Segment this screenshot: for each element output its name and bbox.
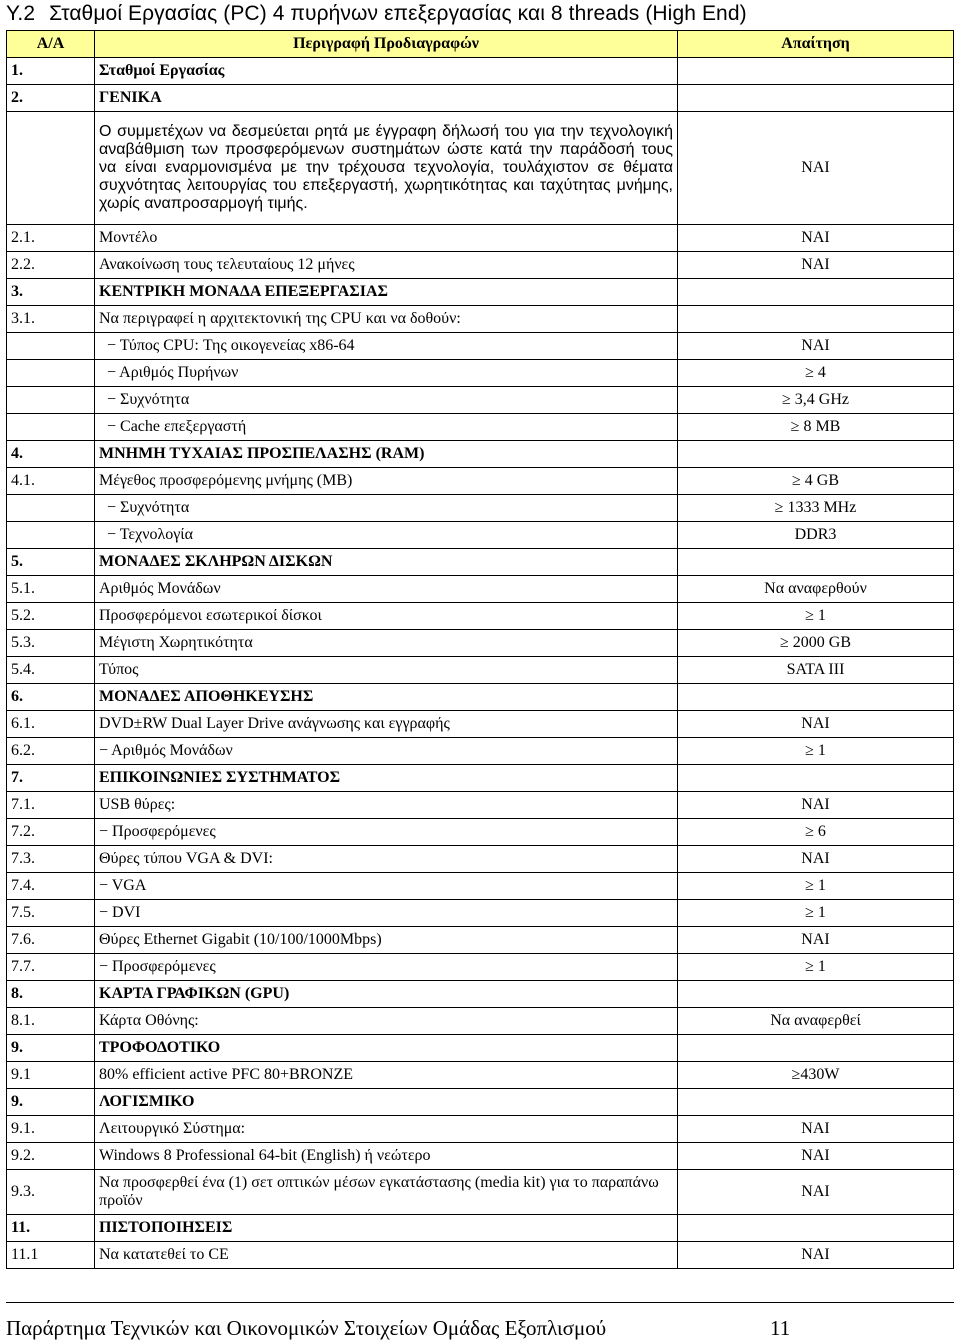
row-number: 7.6. [7, 927, 95, 954]
table-row [7, 981, 954, 1008]
row-description: Μοντέλο [95, 225, 678, 252]
footer-divider [6, 1302, 954, 1303]
row-description: − Αριθμός Μονάδων [95, 738, 678, 765]
table-row [7, 873, 954, 900]
row-number: 9.1. [7, 1116, 95, 1143]
table-row [7, 1089, 954, 1116]
table-row [7, 279, 954, 306]
row-number: 9. [7, 1089, 95, 1116]
row-description: Θύρες Ethernet Gigabit (10/100/1000Mbps) [95, 927, 678, 954]
row-description: − Τεχνολογία [95, 522, 678, 549]
row-description: ΠΙΣΤΟΠΟΙΗΣΕΙΣ [95, 1215, 678, 1242]
row-description: Θύρες τύπου VGA & DVI: [95, 846, 678, 873]
row-requirement [678, 1089, 954, 1116]
row-requirement: ΝΑΙ [678, 1116, 954, 1143]
row-number: 9.2. [7, 1143, 95, 1170]
row-description: Ο συμμετέχων να δεσμεύεται ρητά με έγγραφη δήλωσή του για την τεχνολογική αναβάθμιση των προσφερόμενων συστημάτων ώστε κατά την παράδοσή τους να είναι εναρμονισμένα με την τρέχουσα τεχνολογία, τουλάχιστον σε θέματα συχνότητας λειτουργίας του επεξεργαστή, χωρητικότητας και ταχύτητας μνήμης, χωρίς αναπροσαρμογή τιμής. [95, 112, 678, 225]
header-aa: Α/Α [7, 31, 95, 58]
row-requirement [678, 85, 954, 112]
row-number: 5. [7, 549, 95, 576]
row-description: ΜΝΗΜΗ ΤΥΧΑΙΑΣ ΠΡΟΣΠΕΛΑΣΗΣ (RAM) [95, 441, 678, 468]
row-requirement [678, 441, 954, 468]
row-description: USB θύρες: [95, 792, 678, 819]
row-requirement [678, 1035, 954, 1062]
row-description: ΚΑΡΤΑ ΓΡΑΦΙΚΩΝ (GPU) [95, 981, 678, 1008]
row-requirement [678, 684, 954, 711]
row-requirement: Να αναφερθεί [678, 1008, 954, 1035]
row-description: − Cache επεξεργαστή [95, 414, 678, 441]
row-number: 7. [7, 765, 95, 792]
row-requirement: DDR3 [678, 522, 954, 549]
row-requirement: ΝΑΙ [678, 1143, 954, 1170]
row-requirement [678, 765, 954, 792]
row-requirement: ΝΑΙ [678, 711, 954, 738]
table-row [7, 441, 954, 468]
row-number: 5.2. [7, 603, 95, 630]
table-body [7, 58, 954, 1269]
row-number [7, 387, 95, 414]
row-number: 4. [7, 441, 95, 468]
row-description: DVD±RW Dual Layer Drive ανάγνωσης και εγγραφής [95, 711, 678, 738]
row-description: Μέγεθος προσφερόμενης μνήμης (MB) [95, 468, 678, 495]
row-number: 6.1. [7, 711, 95, 738]
row-requirement: ≥ 3,4 GHz [678, 387, 954, 414]
row-number: 7.5. [7, 900, 95, 927]
table-row [7, 387, 954, 414]
row-requirement: ≥ 4 GB [678, 468, 954, 495]
row-number: 7.3. [7, 846, 95, 873]
table-row [7, 576, 954, 603]
row-description: Να κατατεθεί το CE [95, 1242, 678, 1269]
row-requirement: SATA III [678, 657, 954, 684]
header-description: Περιγραφή Προδιαγραφών [95, 31, 678, 58]
row-description: Τύπος [95, 657, 678, 684]
row-number: 9.3. [7, 1170, 95, 1215]
row-requirement: ΝΑΙ [678, 252, 954, 279]
table-row [7, 333, 954, 360]
row-requirement: ≥ 1 [678, 900, 954, 927]
row-description: − Συχνότητα [95, 495, 678, 522]
row-description: Κάρτα Οθόνης: [95, 1008, 678, 1035]
table-row [7, 1170, 954, 1215]
row-number: 4.1. [7, 468, 95, 495]
row-requirement: ≥ 8 MB [678, 414, 954, 441]
row-description: − VGA [95, 873, 678, 900]
table-row [7, 1062, 954, 1089]
row-number [7, 333, 95, 360]
row-description: − DVI [95, 900, 678, 927]
table-row [7, 684, 954, 711]
row-description: Σταθμοί Εργασίας [95, 58, 678, 85]
row-number [7, 495, 95, 522]
row-requirement: ΝΑΙ [678, 1170, 954, 1215]
row-description: Μέγιστη Χωρητικότητα [95, 630, 678, 657]
row-requirement: ≥ 2000 GB [678, 630, 954, 657]
table-row [7, 846, 954, 873]
row-requirement [678, 58, 954, 85]
row-requirement: ≥ 1 [678, 738, 954, 765]
row-number: 9. [7, 1035, 95, 1062]
row-requirement [678, 981, 954, 1008]
row-description: ΤΡΟΦΟΔΟΤΙΚΟ [95, 1035, 678, 1062]
table-row [7, 819, 954, 846]
row-number: 8.1. [7, 1008, 95, 1035]
row-number: 1. [7, 58, 95, 85]
row-number: 8. [7, 981, 95, 1008]
row-requirement: ΝΑΙ [678, 792, 954, 819]
table-row [7, 711, 954, 738]
table-row [7, 1035, 954, 1062]
section-number: Υ.2 [6, 2, 36, 25]
header-requirement: Απαίτηση [678, 31, 954, 58]
row-number: 7.2. [7, 819, 95, 846]
table-row [7, 1143, 954, 1170]
table-row [7, 603, 954, 630]
row-number [7, 112, 95, 225]
row-description: ΕΠΙΚΟΙΝΩΝΙΕΣ ΣΥΣΤΗΜΑΤΟΣ [95, 765, 678, 792]
table-row [7, 414, 954, 441]
row-description: − Προσφερόμενες [95, 819, 678, 846]
row-description: ΚΕΝΤΡΙΚΗ ΜΟΝΑΔΑ ΕΠΕΞΕΡΓΑΣΙΑΣ [95, 279, 678, 306]
row-number: 3. [7, 279, 95, 306]
row-description: ΛΟΓΙΣΜΙΚΟ [95, 1089, 678, 1116]
footer-text: Παράρτημα Τεχνικών και Οικονομικών Στοιχείων Ομάδας Εξοπλισμού [6, 1316, 607, 1340]
page-title [6, 2, 747, 26]
row-requirement: ≥ 1 [678, 603, 954, 630]
table-row [7, 549, 954, 576]
row-number: 2.2. [7, 252, 95, 279]
row-description: − Τύπος CPU: Της οικογενείας x86-64 [95, 333, 678, 360]
row-number: 5.3. [7, 630, 95, 657]
table-row [7, 360, 954, 387]
table-row [7, 1116, 954, 1143]
row-requirement: ≥430W [678, 1062, 954, 1089]
row-number: 3.1. [7, 306, 95, 333]
row-requirement: ΝΑΙ [678, 333, 954, 360]
row-number: 5.1. [7, 576, 95, 603]
row-number: 7.1. [7, 792, 95, 819]
row-requirement: ≥ 1 [678, 873, 954, 900]
table-row [7, 1008, 954, 1035]
row-description: − Αριθμός Πυρήνων [95, 360, 678, 387]
row-description: Ανακοίνωση τους τελευταίους 12 μήνες [95, 252, 678, 279]
row-description: ΓΕΝΙΚΑ [95, 85, 678, 112]
row-description: ΜΟΝΑΔΕΣ ΣΚΛΗΡΩΝ ΔΙΣΚΩΝ [95, 549, 678, 576]
row-requirement: Να αναφερθούν [678, 576, 954, 603]
table-row [7, 252, 954, 279]
row-number: 11.1 [7, 1242, 95, 1269]
row-number [7, 522, 95, 549]
table-row [7, 495, 954, 522]
table-row [7, 900, 954, 927]
spec-table [6, 30, 954, 1269]
table-row [7, 522, 954, 549]
row-description: Προσφερόμενοι εσωτερικοί δίσκοι [95, 603, 678, 630]
table-row [7, 225, 954, 252]
table-row [7, 765, 954, 792]
table-row [7, 657, 954, 684]
table-row [7, 58, 954, 85]
row-number: 9.1 [7, 1062, 95, 1089]
table-row [7, 1242, 954, 1269]
row-description: 80% efficient active PFC 80+BRONZE [95, 1062, 678, 1089]
row-requirement: ≥ 1333 MHz [678, 495, 954, 522]
row-description: ΜΟΝΑΔΕΣ ΑΠΟΘΗΚΕΥΣΗΣ [95, 684, 678, 711]
row-description: − Προσφερόμενες [95, 954, 678, 981]
row-requirement [678, 306, 954, 333]
row-number: 6. [7, 684, 95, 711]
table-row [7, 112, 954, 225]
table-row [7, 468, 954, 495]
table-header-row [7, 31, 954, 58]
row-requirement [678, 279, 954, 306]
page-number: 11 [770, 1316, 791, 1340]
section-title: Σταθμοί Εργασίας (PC) 4 πυρήνων επεξεργασίας και 8 threads (High End) [49, 2, 747, 25]
row-description: Να περιγραφεί η αρχιτεκτονική της CPU και να δοθούν: [95, 306, 678, 333]
row-requirement: ≥ 4 [678, 360, 954, 387]
table-row [7, 954, 954, 981]
row-number: 2. [7, 85, 95, 112]
row-number: 5.4. [7, 657, 95, 684]
table-row [7, 85, 954, 112]
row-requirement: ΝΑΙ [678, 846, 954, 873]
row-requirement: ≥ 6 [678, 819, 954, 846]
row-number: 7.7. [7, 954, 95, 981]
row-requirement [678, 1215, 954, 1242]
table-row [7, 792, 954, 819]
table-row [7, 1215, 954, 1242]
table-row [7, 927, 954, 954]
row-requirement: ΝΑΙ [678, 1242, 954, 1269]
row-number: 2.1. [7, 225, 95, 252]
table-row [7, 306, 954, 333]
table-row [7, 738, 954, 765]
row-description: Λειτουργικό Σύστημα: [95, 1116, 678, 1143]
row-number: 11. [7, 1215, 95, 1242]
row-requirement: ≥ 1 [678, 954, 954, 981]
row-requirement: ΝΑΙ [678, 225, 954, 252]
row-requirement [678, 549, 954, 576]
table-row [7, 630, 954, 657]
row-number [7, 414, 95, 441]
row-description: − Συχνότητα [95, 387, 678, 414]
row-description: Να προσφερθεί ένα (1) σετ οπτικών μέσων εγκατάστασης (media kit) για το παραπάνω προϊόν [95, 1170, 678, 1215]
row-number: 7.4. [7, 873, 95, 900]
row-description: Αριθμός Μονάδων [95, 576, 678, 603]
row-requirement: ΝΑΙ [678, 927, 954, 954]
row-requirement: ΝΑΙ [678, 112, 954, 225]
row-number [7, 360, 95, 387]
row-description: Windows 8 Professional 64-bit (English) ή νεώτερο [95, 1143, 678, 1170]
row-number: 6.2. [7, 738, 95, 765]
